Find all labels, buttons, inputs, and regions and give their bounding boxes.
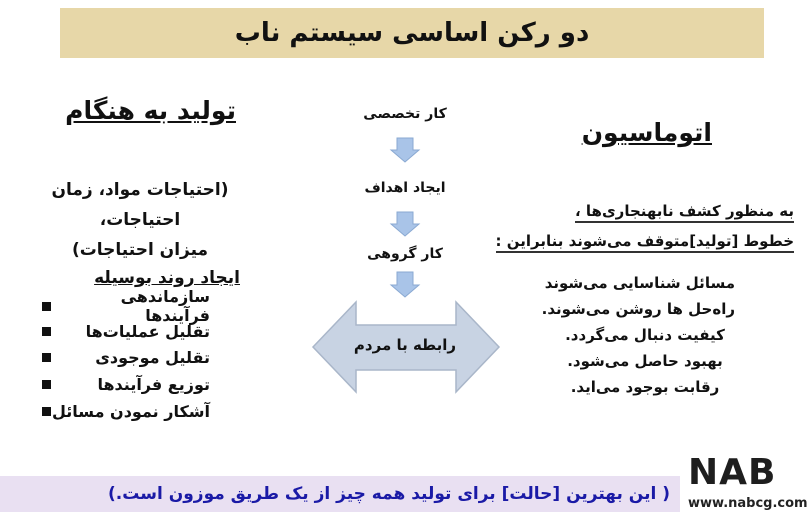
down-arrow-icon	[391, 272, 419, 297]
automation-intro-line-2: خطوط [تولید]متوقف می‌شوند بنابراین :	[496, 232, 795, 253]
jit-needs-line-1: (احتیاجات مواد، زمان احتیاجات،	[51, 180, 229, 230]
result-item: بهبود حاصل می‌شود.	[567, 352, 723, 370]
double-arrow-label: رابطه با مردم	[353, 336, 457, 354]
automation-intro	[494, 196, 794, 256]
logo	[688, 452, 776, 493]
method-item-label: تقلیل موجودی	[95, 347, 210, 367]
footer-note: ( این بهترین [حالت] برای تولید همه چیز از یک طریق موزون است.)	[108, 484, 670, 504]
slide-title: دو رکن اساسی سیستم ناب	[234, 18, 590, 48]
automation-intro-line-1: به منظور کشف نابهنجاری‌ها ،	[575, 202, 794, 223]
down-arrow-icon	[391, 138, 419, 162]
logo-text: NAB	[688, 452, 777, 493]
method-item-label: توزیع فرآیندها	[97, 374, 210, 394]
automation-heading: اتوماسیون	[581, 118, 712, 147]
jit-heading: تولید به هنگام	[65, 96, 236, 125]
method-item-label: سازماندهی فرآیندها	[120, 287, 210, 325]
result-item: کیفیت دنبال می‌گردد.	[565, 326, 725, 344]
method-item-label: تقلیل عملیات‌ها	[85, 321, 210, 341]
result-item: رقابت بوجود می‌اید.	[570, 378, 720, 396]
flow-step-3: کار گروهی	[367, 246, 443, 262]
flow-step-2: ایجاد اهداف	[364, 180, 446, 196]
method-item-label: آشکار نمودن مسائل	[52, 401, 210, 421]
down-arrow-icon	[391, 212, 419, 236]
result-item: مسائل شناسایی می‌شوند	[544, 274, 735, 292]
logo-url[interactable]: www.nabcg.com	[688, 496, 808, 511]
flow-step-1: کار تخصصی	[363, 106, 447, 122]
jit-needs-line-2: میزان احتیاجات)	[71, 240, 209, 260]
result-item: راه‌حل ها روشن می‌شوند.	[541, 300, 735, 318]
method-heading: ایجاد روند بوسیله	[94, 268, 240, 288]
